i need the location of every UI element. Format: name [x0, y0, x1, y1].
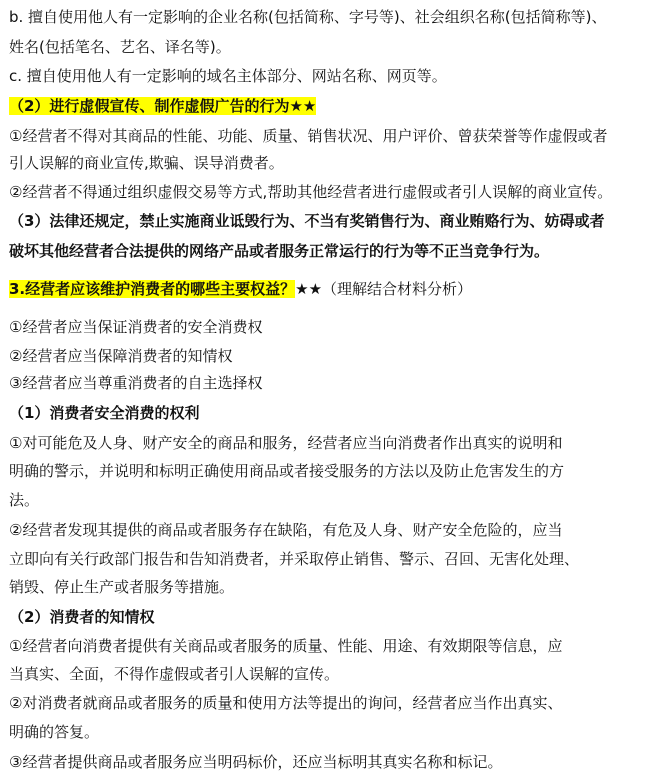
- question-note: ★★（理解结合材料分析）: [295, 280, 473, 298]
- subsection-heading: （1）消费者安全消费的权利: [9, 404, 200, 422]
- list-item: ①经营者应当保证消费者的安全消费权: [9, 318, 263, 336]
- highlighted-question: 3.经营者应该维护消费者的哪些主要权益？: [9, 280, 296, 298]
- text-line: 明确的警示，并说明和标明正确使用商品或者接受服务的方法以及防止危害发生的方: [9, 462, 565, 480]
- text-line: 破坏其他经营者合法提供的网络产品或者服务正常运行的行为等不正当竞争行为。: [9, 242, 550, 260]
- text-line: ②经营者发现其提供的商品或者服务存在缺陷，有危及人身、财产安全危险的，应当: [9, 521, 563, 539]
- text-line: 销毁、停止生产或者服务等措施。: [9, 578, 235, 596]
- text-line: ②经营者不得通过组织虚假交易等方式,帮助其他经营者进行虚假或者引人误解的商业宣传。: [9, 183, 613, 201]
- text-line: 当真实、全面，不得作虚假或者引人误解的宣传。: [9, 665, 340, 683]
- list-item: ②经营者应当保障消费者的知情权: [9, 347, 233, 365]
- text-line: 明确的答复。: [9, 723, 100, 741]
- text-line: b. 擅自使用他人有一定影响的企业名称(包括简称、字号等)、社会组织名称(包括简称等)、: [9, 8, 607, 26]
- list-item: ③经营者应当尊重消费者的自主选择权: [9, 374, 263, 392]
- highlighted-heading: （2）进行虚假宣传、制作虚假广告的行为★★: [9, 97, 317, 115]
- text-line: ③经营者提供商品或者服务应当明码标价，还应当标明其真实名称和标记。: [9, 753, 503, 771]
- text-line: c. 擅自使用他人有一定影响的域名主体部分、网站名称、网页等。: [9, 67, 447, 85]
- text-line: ①经营者向消费者提供有关商品或者服务的质量、性能、用途、有效期限等信息，应: [9, 637, 563, 655]
- text-line: 法。: [9, 491, 40, 509]
- question-heading: [9, 278, 472, 300]
- text-line: 姓名(包括笔名、艺名、译名等)。: [9, 38, 231, 56]
- text-line: ①经营者不得对其商品的性能、功能、质量、销售状况、用户评价、曾获荣誉等作虚假或者: [9, 127, 608, 145]
- text-line: 引人误解的商业宣传,欺骗、误导消费者。: [9, 154, 284, 172]
- section-heading: [9, 95, 316, 117]
- text-line: （3）法律还规定，禁止实施商业诋毁行为、不当有奖销售行为、商业贿赂行为、妨碍或者: [9, 212, 605, 230]
- text-line: 立即向有关行政部门报告和告知消费者，并采取停止销售、警示、召回、无害化处理、: [9, 550, 580, 568]
- text-line: ①对可能危及人身、财产安全的商品和服务，经营者应当向消费者作出真实的说明和: [9, 434, 563, 452]
- subsection-heading: （2）消费者的知情权: [9, 608, 155, 626]
- text-line: ②对消费者就商品或者服务的质量和使用方法等提出的询问，经营者应当作出真实、: [9, 694, 563, 712]
